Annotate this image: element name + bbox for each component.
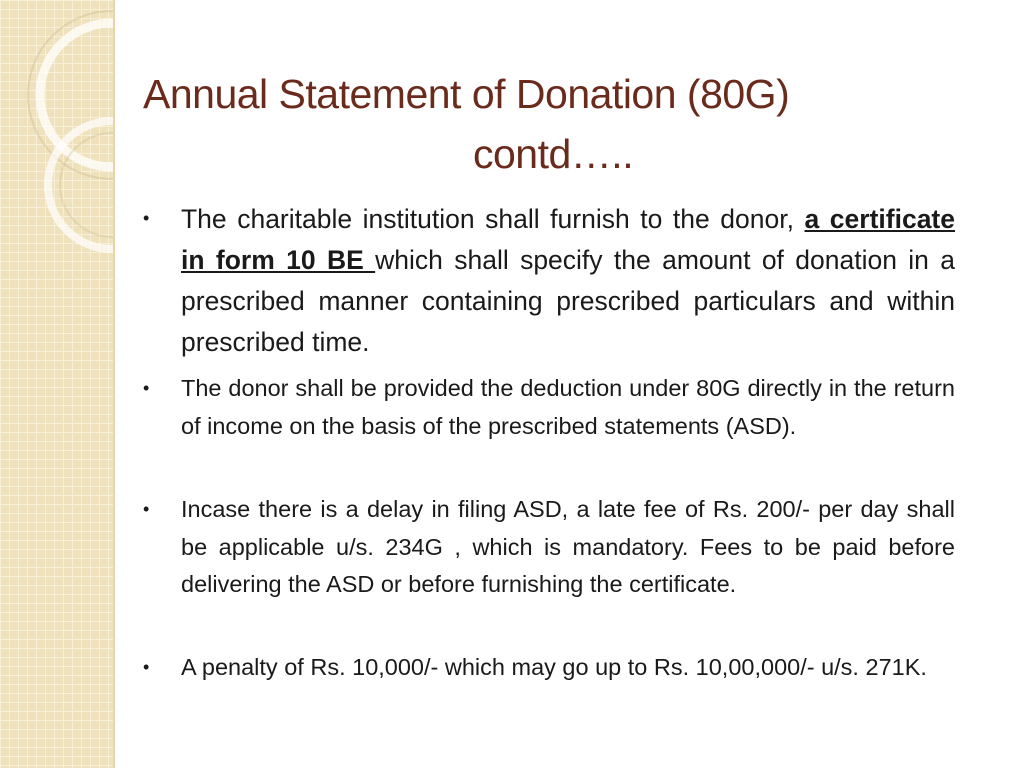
decorative-rings-graphic	[0, 0, 115, 768]
bullet-text-part: which shall specify the amount of donation in a prescribed manner containing prescribed particulars and within prescribed time.	[181, 245, 955, 357]
bullet-item	[143, 649, 955, 687]
bullet-item	[143, 370, 955, 445]
bullet-text	[181, 199, 955, 363]
bullet-dot-icon: •	[143, 657, 150, 677]
decorative-side-panel	[0, 0, 115, 768]
bullet-text: A penalty of Rs. 10,000/- which may go up to Rs. 10,00,000/- u/s. 271K.	[181, 654, 927, 680]
slide-title-line2: contd…..	[473, 131, 634, 177]
slide-title-line1: Annual Statement of Donation (80G)	[143, 71, 790, 117]
slide-title	[143, 64, 943, 184]
form-10be-emphasis: a certificate in form 10 BE	[181, 204, 955, 275]
bullet-dot-icon: •	[143, 208, 150, 228]
bullet-item	[143, 199, 955, 363]
bullet-dot-icon: •	[143, 378, 150, 398]
bullet-text: The donor shall be provided the deduction under 80G directly in the return of income on the basis of the prescribed statements (ASD).	[181, 375, 955, 439]
bullet-text: Incase there is a delay in filing ASD, a late fee of Rs. 200/- per day shall be applicable u/s. 234G , which is mandatory. Fees to be paid before delivering the ASD or before furnishing the certificate.	[181, 496, 955, 597]
bullet-dot-icon: •	[143, 499, 150, 519]
bullet-text-part: The charitable institution shall furnish to the donor,	[181, 204, 805, 234]
bullet-item	[143, 491, 955, 604]
